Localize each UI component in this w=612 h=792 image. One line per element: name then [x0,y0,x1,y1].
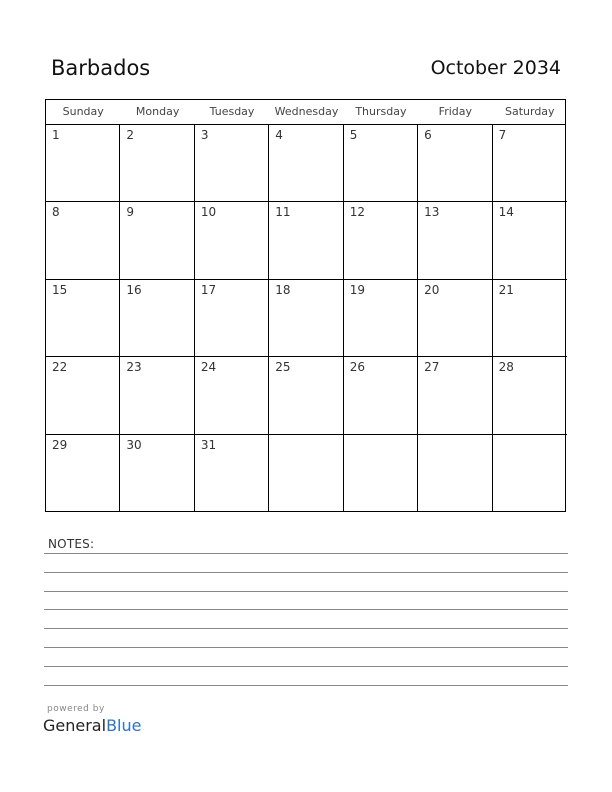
month-title: October 2034 [430,57,561,79]
day-cell [120,435,194,512]
note-line [44,591,568,592]
day-cell [493,280,567,357]
day-cell [195,357,269,434]
day-cell [344,280,418,357]
note-line [44,609,568,610]
note-line [44,666,568,667]
day-number: 17 [200,282,217,297]
day-cell [269,357,343,434]
day-cell [120,280,194,357]
weekday-tuesday: Tuesday [209,105,255,118]
day-cell [344,202,418,279]
day-cell [418,280,492,357]
day-cell [344,435,418,512]
brand-general: General [43,716,107,735]
notes-label: NOTES: [48,537,95,551]
day-cell [46,280,120,357]
day-number: 1 [52,128,60,142]
note-line [44,628,568,629]
day-number: 4 [275,128,283,142]
day-cell [418,125,492,202]
calendar-grid [45,99,566,512]
day-cell [269,435,343,512]
day-number: 10 [200,205,217,220]
day-number: 29 [52,437,68,452]
day-number: 21 [498,282,514,297]
brand-logo [43,716,141,735]
day-cell [46,202,120,279]
day-number: 25 [275,360,291,375]
day-number: 27 [424,360,440,375]
weekday-wednesday: Wednesday [274,105,339,118]
day-cell [493,202,567,279]
day-cell [418,202,492,279]
brand-blue: Blue [106,716,142,735]
weekday-thursday: Thursday [355,105,407,118]
day-cell [46,435,120,512]
day-number: 8 [52,205,60,220]
day-cell [493,357,567,434]
day-cell [344,125,418,202]
day-cell [195,202,269,279]
day-cell [120,202,194,279]
day-cell [493,125,567,202]
day-number: 5 [349,128,358,142]
day-number: 19 [349,282,365,297]
day-cell [195,125,269,202]
day-cell [195,435,269,512]
day-number: 2 [126,128,135,142]
day-cell [120,125,194,202]
day-number: 13 [424,205,440,220]
day-cell [269,202,343,279]
country-title: Barbados [51,56,151,80]
weekday-saturday: Saturday [504,105,555,118]
day-number: 9 [126,205,135,220]
note-line [44,647,568,648]
day-cell [195,280,269,357]
day-cell [418,357,492,434]
day-number: 30 [126,437,142,452]
day-cell [46,357,120,434]
day-cell [46,125,120,202]
weekday-monday: Monday [135,105,180,118]
note-line [44,685,568,686]
day-number: 28 [498,360,514,375]
weekday-header-row [46,100,565,125]
day-number: 20 [424,282,440,297]
day-number: 11 [275,205,291,220]
day-number: 7 [498,128,507,142]
day-number: 18 [275,282,291,297]
powered-by-text: powered by [47,704,105,714]
day-number: 16 [126,282,142,297]
day-cell [120,357,194,434]
day-cell [493,435,567,512]
day-number: 14 [498,205,514,220]
note-line [44,553,568,554]
day-number: 3 [200,128,209,142]
day-number: 12 [349,205,365,220]
day-cell [269,280,343,357]
day-number: 24 [200,360,217,375]
day-number: 22 [52,360,68,375]
day-cell [344,357,418,434]
day-number: 6 [424,128,432,142]
day-cell [269,125,343,202]
note-line [44,572,568,573]
weekday-friday: Friday [438,105,473,118]
day-cell [418,435,492,512]
day-number: 26 [349,360,365,375]
weekday-sunday: Sunday [62,105,104,118]
day-number: 15 [52,282,68,297]
day-number: 23 [126,360,142,375]
day-number: 31 [200,437,217,452]
